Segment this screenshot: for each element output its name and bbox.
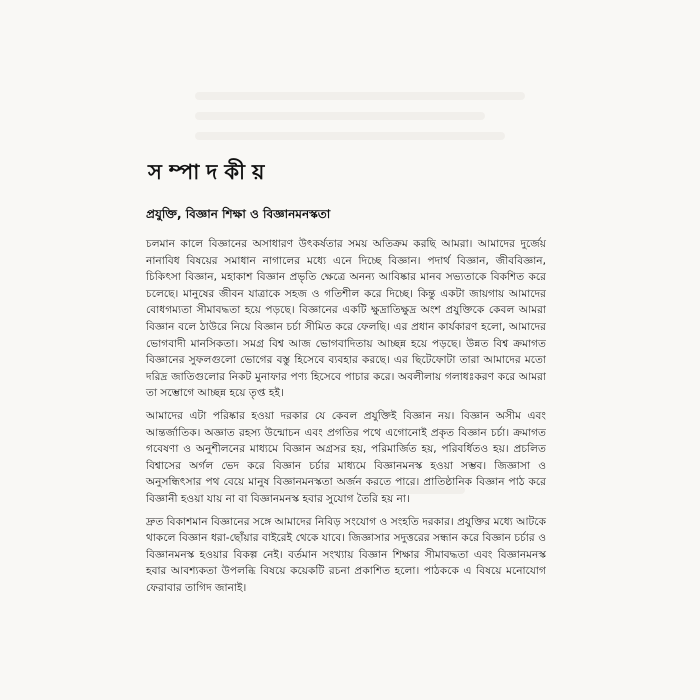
editorial-subheading: প্রযুক্তি, বিজ্ঞান শিক্ষা ও বিজ্ঞানমনস্কতা <box>146 207 331 221</box>
show-through-line <box>195 112 485 120</box>
show-through-line <box>195 92 525 100</box>
editorial-body <box>146 236 546 602</box>
show-through-line <box>195 132 505 140</box>
body-paragraph: দ্রুত বিকাশমান বিজ্ঞানের সঙ্গে আমাদের নিবিড় সংযোগ ও সংহতি দরকার। প্রযুক্তির মধ্যে আটকে থাকলে বিজ্ঞান ধরা-ছোঁয়ার বাইরেই থেকে যাবে। জিজ্ঞাসার সদুত্তরের সন্ধান করে বিজ্ঞান চর্চার ও বিজ্ঞানমনস্ক হওয়ার বিকল্প নেই। বর্তমান সংখ্যায় বিজ্ঞান শিক্ষার সীমাবদ্ধতা এবং বিজ্ঞানমনস্ক হবার আবশ্যকতা উপলব্ধি বিষয়ে কয়েকটি রচনা প্রকাশিত হলো। পাঠককে এ বিষয়ে মনোযোগ ফেরাবার তাগিদ জানাই। <box>146 515 546 594</box>
body-paragraph: চলমান কালে বিজ্ঞানের অসাধারণ উৎকর্ষতার সময় অতিক্রম করছি আমরা। আমাদের দুর্জেয় নানাবিধ বিষয়ের সমাধান নাগালের মধ্যে এনে দিচ্ছে বিজ্ঞান। পদার্থ বিজ্ঞান, জীববিজ্ঞান, চিকিৎসা বিজ্ঞান, মহাকাশ বিজ্ঞান প্রভৃতি ক্ষেত্রে অনন্য আবিষ্কার মানব সভ্যতাকে বিকশিত করে চলেছে। মানুষের জীবন যাত্রাকে সহজ ও গতিশীল করে দিচ্ছে। কিন্তু একটা জায়গায় আমাদের বোধগম্যতা সীমাবদ্ধতা হয়ে পড়ছে। বিজ্ঞানের একটি ক্ষুদ্রাতিক্ষুদ্র অংশ প্রযুক্তিকে কেবল আমরা বিজ্ঞান বলে ঠাউরে নিয়ে বিজ্ঞান চর্চা সীমিত করে ফেলছি। এর প্রধান কার্যকারণ হলো, আমাদের ভোগবাদী মানসিকতা। সমগ্র বিশ্ব আজ ভোগবাদিতায় আচ্ছন্ন হয়ে পড়ছে। উন্নত বিশ্ব ক্রমাগত বিজ্ঞানের সুফলগুলো ভোগের বস্তু হিসেবে ব্যবহার করছে। এর ছিটেফোটা তারা আমাদের মতো দরিদ্র জাতিগুলোর নিকট মুনাফার পণ্য হিসেবে পাচার করে। অবলীলায় গলাধঃকরণ করে আমরা তা সম্ভোগে আচ্ছন্ন হয়ে তৃপ্ত হই। <box>146 238 546 400</box>
page-heading: সম্পাদকীয় <box>148 160 272 184</box>
body-paragraph: আমাদের এটা পরিষ্কার হওয়া দরকার যে কেবল প্রযুক্তিই বিজ্ঞান নয়। বিজ্ঞান অসীম এবং আন্তর্জাতিক। অজ্ঞাত রহস্য উন্মোচন এবং প্রগতির পথে এগোনোই প্রকৃত বিজ্ঞান চর্চা। ক্রমাগত গবেষণা ও অনুশীলনের মাধ্যমে বিজ্ঞান অগ্রসর হয়, পরিমার্জিত হয়, পরিবর্ধিতও হয়। প্রচলিত বিশ্বাসের অর্গল ভেদ করে বিজ্ঞান চর্চার মাধ্যমে বিজ্ঞানমনস্ক হওয়া সম্ভব। জিজ্ঞাসা ও অনুসন্ধিৎসার পথ বেয়ে মানুষ বিজ্ঞানমনস্কতা অর্জন করতে পারে। প্রাতিষ্ঠানিক বিজ্ঞান পাঠ করে বিজ্ঞানী হওয়া যায় না বা বিজ্ঞানমনস্ক হবার সুযোগ তৈরি হয় না। <box>146 409 546 505</box>
